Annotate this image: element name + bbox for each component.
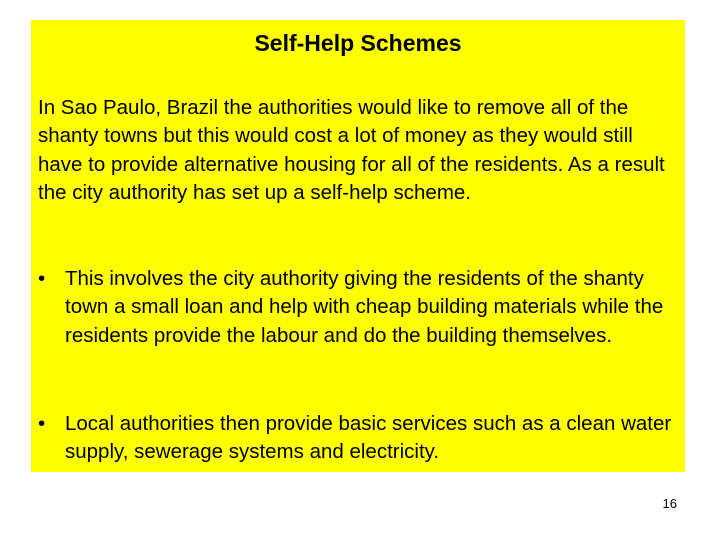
slide-title: Self-Help Schemes: [254, 30, 462, 56]
bullet-item: [31, 410, 681, 467]
bullet-icon: •: [38, 267, 46, 290]
bullet-text: This involves the city authority giving the residents of the shanty town a small loan and help with cheap building materials while the residents provide the labour and do the building themselves.: [65, 267, 664, 347]
bullet-text: Local authorities then provide basic services such as a clean water supply, sewerage systems and electricity.: [65, 412, 672, 464]
bullet-item: [31, 265, 681, 350]
bullet-icon: •: [38, 412, 46, 435]
intro-paragraph: In Sao Paulo, Brazil the authorities would like to remove all of the shanty towns but this would cost a lot of money as they would still have to provide alternative housing for all of the residents. As a result the city authority has set up a self-help scheme.: [38, 96, 665, 204]
slide-content-panel: [31, 20, 685, 472]
page-number: 16: [662, 496, 677, 511]
